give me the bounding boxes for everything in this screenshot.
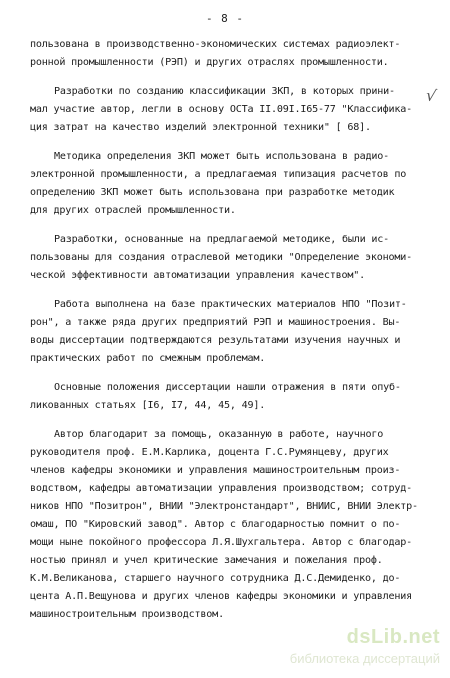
text-line: пользована в производственно-экономических системах радиоэлект- [30, 39, 401, 50]
paragraph [30, 83, 434, 137]
text-line: практических работ по смежным проблемам. [30, 353, 266, 364]
text-line: ция затрат на качество изделий электронной техники" [ 68]. [30, 122, 371, 133]
paragraph [30, 148, 434, 220]
margin-check-mark: √ [424, 85, 438, 106]
text-line: Разработки, основанные на предлагаемой методике, были ис- [54, 234, 389, 245]
text-line: машиностроительным производством. [30, 609, 224, 620]
paragraph [30, 379, 434, 415]
text-line: определению ЗКП может быть использована при разработке методик [30, 187, 395, 198]
text-line: Разработки по созданию классификации ЗКП, в которых прини- [54, 86, 395, 97]
watermark-tagline: библиотека диссертаций [289, 651, 440, 666]
text-line: ликованных статьях [I6, I7, 44, 45, 49]. [30, 400, 266, 411]
watermark-logo: dsLib.net [346, 626, 440, 648]
text-line: руководителя проф. Е.М.Карлика, доцента Г.С.Румянцеву, других [30, 447, 389, 458]
text-line: ностью принял и учел критические замечания и пожелания проф. [30, 555, 383, 566]
page-number: - 8 - [205, 12, 245, 25]
paragraph [30, 231, 434, 285]
text-line: мощи ныне покойного профессора Л.Я.Шухгальтера. Автор с благодар- [30, 537, 413, 548]
text-line: мал участие автор, легли в основу ОСТа II.09I.I65-77 "Классифика- [30, 104, 413, 115]
text-line: Методика определения ЗКП может быть использована в радио- [54, 151, 389, 162]
document-body [30, 36, 434, 624]
paragraph [30, 296, 434, 368]
text-line: К.М.Великанова, старшего научного сотрудника Д.С.Демиденко, до- [30, 573, 401, 584]
text-line: омаш, ПО "Кировский завод". Автор с благодарностью помнит о по- [30, 519, 401, 530]
text-line: цента А.П.Вещунова и других членов кафедры экономики и управления [30, 591, 413, 602]
text-line: Работа выполнена на базе практических материалов НПО "Позит- [54, 299, 407, 310]
text-line: ронной промышленности (РЭП) и других отраслях промышленности. [30, 57, 389, 68]
watermark [290, 626, 440, 666]
text-line: пользованы для создания отраслевой методики "Определение экономи- [30, 252, 413, 263]
text-line: для других отраслей промышленности. [30, 205, 236, 216]
text-line: водством, кафедры автоматизации управления производством; сотруд- [30, 483, 413, 494]
text-line: Основные положения диссертации нашли отражения в пяти опуб- [54, 382, 401, 393]
text-line: рон", а также ряда других предприятий РЭП и машиностроения. Вы- [30, 317, 401, 328]
text-line: Автор благодарит за помощь, оказанную в работе, научного [54, 429, 384, 440]
text-line: воды диссертации подтверждаются результатами изучения научных и [30, 335, 401, 346]
paragraph [30, 426, 434, 624]
text-line: электронной промышленности, а предлагаемая типизация расчетов по [30, 169, 407, 180]
text-line: ников НПО "Позитрон", ВНИИ "Электронстандарт", ВНИИС, ВНИИ Электр- [30, 501, 418, 512]
text-line: членов кафедры экономики и управления машиностроительным произ- [30, 465, 401, 476]
paragraph [30, 36, 434, 72]
text-line: ческой эффективности автоматизации управления качеством". [30, 270, 365, 281]
